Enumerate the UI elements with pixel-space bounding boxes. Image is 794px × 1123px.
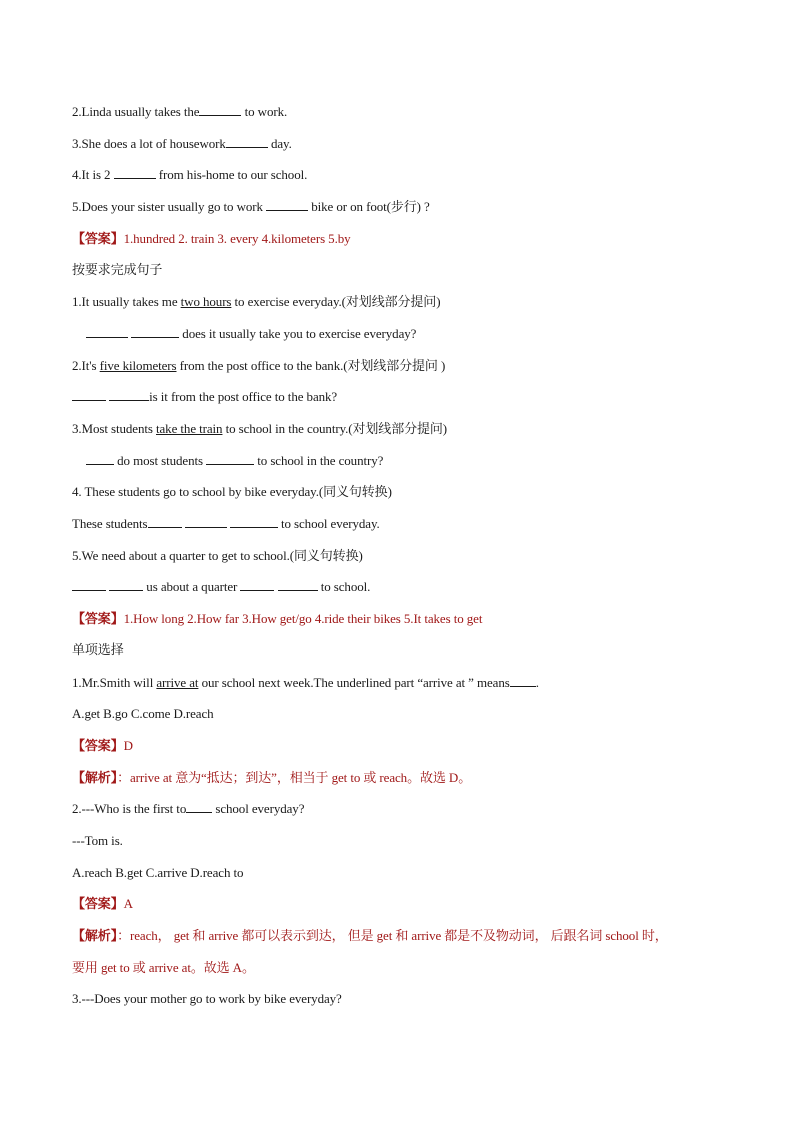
question-text: 2.Linda usually takes the [72,104,200,119]
underlined-phrase: five kilometers [99,358,177,373]
explanation-text: ：reach， get 和 arrive 都可以表示到达， 但是 get 和 arrive 都是不及物动词， 后跟名词 school 时， [117,928,668,943]
underlined-phrase: arrive at [156,675,199,690]
question-3: 3.---Does your mother go to work by bike everyday? [72,991,342,1006]
explanation-line [72,768,471,788]
answer-text: 1.hundred 2. train 3. every 4.kilometers 5.by [123,231,351,246]
question-text: 5.Does your sister usually go to work [72,199,267,214]
answer-blank [109,577,143,591]
question-text: our school next week.The underlined part “arrive at ” means [198,675,510,690]
question-5 [72,197,430,217]
answer-line [72,894,133,914]
underlined-phrase: two hours [180,294,232,309]
answer-line [72,736,133,756]
answer-blank [72,577,106,591]
question-2-rewrite [72,387,337,407]
question-text: 2.It's [72,358,100,373]
answer-blank [109,387,149,401]
answer-blank [199,102,241,116]
question-text: do most students [114,453,207,468]
answer-blank [240,577,274,591]
explanation-tag: 【解析】 [72,770,118,785]
question-1 [72,673,539,693]
question-text: bike or on foot(步行) ? [308,199,430,214]
question-text: 4.It is 2 [72,167,114,182]
question-text: from the post office to the bank.(对划线部分提问 ) [176,358,446,373]
question-text: 1.It usually takes me [72,294,181,309]
question-text: . [535,675,539,690]
question-text: to school in the country.(对划线部分提问) [222,421,448,436]
underlined-phrase: take the train [156,421,223,436]
question-text: to exercise everyday.(对划线部分提问) [231,294,441,309]
question-text: 2.---Who is the first to [72,801,187,816]
question-text: is it from the post office to the bank? [149,389,338,404]
answer-blank [131,324,179,338]
question-4-rewrite [72,514,380,534]
question-text: These students [72,516,148,531]
question-3 [72,419,447,439]
question-text: to work. [241,104,288,119]
answer-line [72,229,351,249]
question-1-rewrite [86,324,416,344]
question-text: to school in the country? [254,453,384,468]
explanation-line-2: 要用 get to 或 arrive at。故选 A。 [72,960,255,975]
answer-tag: 【答案】 [72,611,124,626]
answer-blank [185,514,227,528]
question-3 [72,134,292,154]
answer-blank [510,673,536,687]
question-text: 1.Mr.Smith will [72,675,157,690]
question-text: 3.She does a lot of housework [72,136,226,151]
question-1-options: A.get B.go C.come D.reach [72,706,214,721]
question-4 [72,165,307,185]
answer-blank [114,165,156,179]
question-2-reply: ---Tom is. [72,833,123,848]
answer-tag: 【答案】 [72,738,124,753]
answer-line [72,609,482,629]
question-text: us about a quarter [143,579,241,594]
explanation-tag: 【解析】 [72,928,118,943]
answer-blank [230,514,278,528]
answer-blank [86,324,128,338]
question-5: 5.We need about a quarter to get to school.(同义句转换) [72,548,363,563]
answer-text: 1.How long 2.How far 3.How get/go 4.ride their bikes 5.It takes to get [123,611,483,626]
question-text: from his-home to our school. [155,167,308,182]
answer-blank [86,451,114,465]
question-text: day. [267,136,292,151]
answer-blank [206,451,254,465]
question-text: 3.Most students [72,421,156,436]
section-title: 按要求完成句子 [72,263,163,278]
answer-blank [278,577,318,591]
answer-text: A [123,896,133,911]
question-text: school everyday? [212,801,305,816]
question-1 [72,292,440,312]
answer-text: D [123,738,133,753]
question-2 [72,799,304,819]
explanation-text: ：arrive at 意为“抵达；到达”，相当于 get to 或 reach。故选 D。 [117,770,472,785]
question-text: does it usually take you to exercise everyday? [179,326,417,341]
question-2 [72,102,287,122]
question-3-rewrite [86,451,383,471]
answer-blank [266,197,308,211]
answer-blank [148,514,182,528]
section-title: 单项选择 [72,643,124,658]
answer-blank [226,134,268,148]
question-text: to school. [317,579,371,594]
question-text: to school everyday. [277,516,380,531]
question-4: 4. These students go to school by bike everyday.(同义句转换) [72,484,392,499]
question-2 [72,356,445,376]
answer-blank [72,387,106,401]
answer-tag: 【答案】 [72,896,124,911]
answer-blank [186,799,212,813]
answer-tag: 【答案】 [72,231,124,246]
question-5-rewrite [72,577,370,597]
question-2-options: A.reach B.get C.arrive D.reach to [72,865,244,880]
explanation-line [72,926,668,946]
